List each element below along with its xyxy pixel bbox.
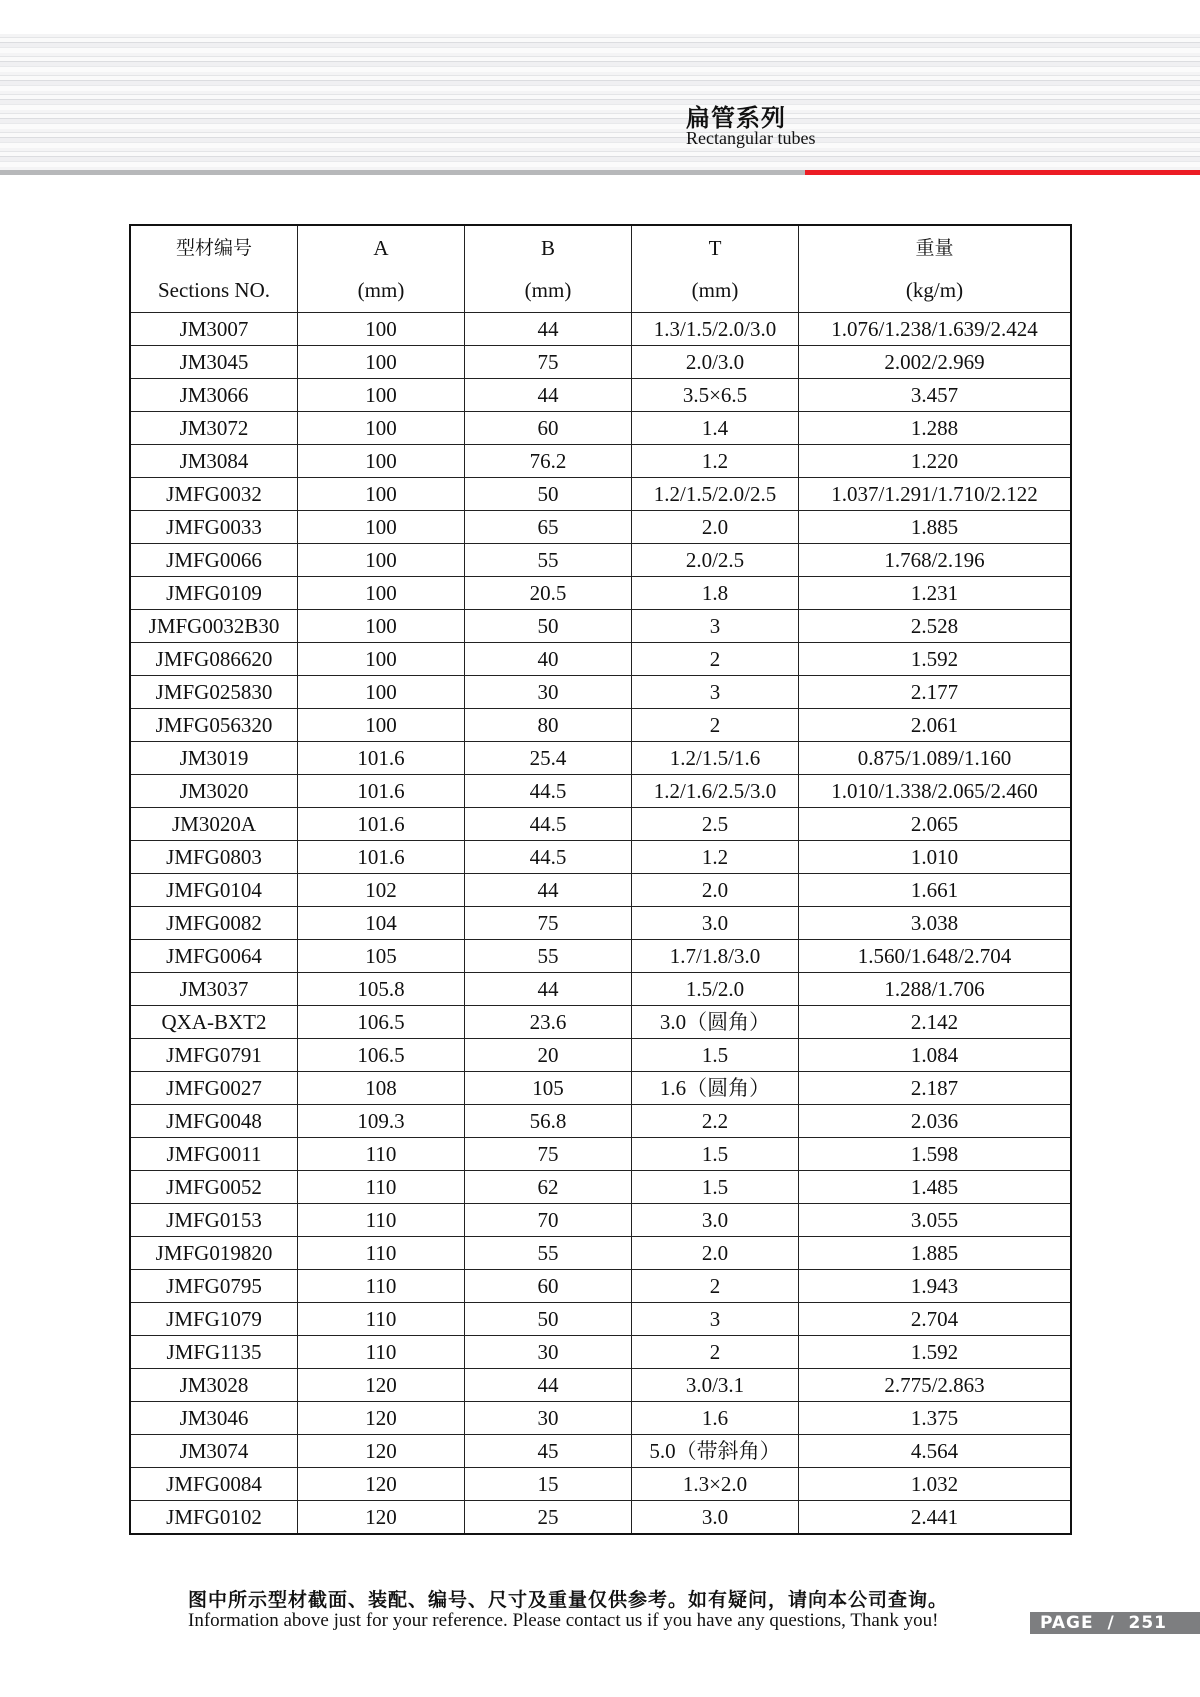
page-title-en: Rectangular tubes	[686, 128, 816, 148]
cell-weight: 2.002/2.969	[799, 346, 1072, 379]
table-row	[130, 577, 1071, 610]
cell-a: 110	[298, 1336, 465, 1369]
table-row	[130, 511, 1071, 544]
cell-section-no: JM3028	[130, 1369, 298, 1402]
header-divider-gray	[0, 170, 806, 175]
cell-a: 100	[298, 346, 465, 379]
cell-section-no: JMFG0048	[130, 1105, 298, 1138]
cell-t: 3.0	[632, 1204, 799, 1237]
cell-b: 75	[465, 346, 632, 379]
cell-a: 106.5	[298, 1039, 465, 1072]
cell-b: 44	[465, 874, 632, 907]
cell-section-no: JMFG0109	[130, 577, 298, 610]
cell-a: 100	[298, 544, 465, 577]
table-row	[130, 1105, 1071, 1138]
cell-b: 62	[465, 1171, 632, 1204]
cell-t: 3	[632, 610, 799, 643]
cell-a: 100	[298, 610, 465, 643]
cell-b: 80	[465, 709, 632, 742]
column-header-section-no: 型材编号 Sections NO.	[130, 225, 298, 313]
cell-weight: 1.885	[799, 511, 1072, 544]
column-header-b: B (mm)	[465, 225, 632, 313]
table-row	[130, 412, 1071, 445]
cell-a: 101.6	[298, 742, 465, 775]
cell-t: 1.2/1.5/2.0/2.5	[632, 478, 799, 511]
cell-b: 45	[465, 1435, 632, 1468]
cell-section-no: JMFG0032	[130, 478, 298, 511]
table-row	[130, 379, 1071, 412]
table-row	[130, 643, 1071, 676]
page-number-label: PAGE / 251	[1040, 1613, 1167, 1633]
cell-t: 1.5	[632, 1171, 799, 1204]
cell-b: 44	[465, 1369, 632, 1402]
table-row	[130, 1435, 1071, 1468]
cell-b: 50	[465, 610, 632, 643]
cell-t: 1.8	[632, 577, 799, 610]
cell-a: 120	[298, 1468, 465, 1501]
cell-t: 1.2	[632, 841, 799, 874]
cell-b: 20.5	[465, 577, 632, 610]
cell-a: 100	[298, 511, 465, 544]
cell-a: 110	[298, 1237, 465, 1270]
table-row	[130, 1402, 1071, 1435]
cell-section-no: JMFG0803	[130, 841, 298, 874]
cell-t: 5.0（带斜角）	[632, 1435, 799, 1468]
cell-weight: 1.943	[799, 1270, 1072, 1303]
cell-weight: 4.564	[799, 1435, 1072, 1468]
cell-t: 1.5/2.0	[632, 973, 799, 1006]
cell-weight: 1.076/1.238/1.639/2.424	[799, 313, 1072, 346]
cell-a: 100	[298, 478, 465, 511]
cell-weight: 2.775/2.863	[799, 1369, 1072, 1402]
cell-weight: 1.032	[799, 1468, 1072, 1501]
footer-note-en: Information above just for your reference. Please contact us if you have any questions, Thank you!	[188, 1610, 939, 1631]
cell-b: 50	[465, 478, 632, 511]
table-row	[130, 1006, 1071, 1039]
cell-b: 55	[465, 544, 632, 577]
cell-t: 2.2	[632, 1105, 799, 1138]
cell-b: 60	[465, 412, 632, 445]
cell-section-no: JMFG0082	[130, 907, 298, 940]
table-row	[130, 346, 1071, 379]
table-row	[130, 313, 1071, 346]
cell-section-no: JM3074	[130, 1435, 298, 1468]
cell-section-no: JMFG056320	[130, 709, 298, 742]
table-row	[130, 808, 1071, 841]
table-row	[130, 1138, 1071, 1171]
cell-t: 2.0	[632, 874, 799, 907]
cell-weight: 1.084	[799, 1039, 1072, 1072]
table-row	[130, 907, 1071, 940]
cell-section-no: JM3072	[130, 412, 298, 445]
cell-weight: 1.560/1.648/2.704	[799, 940, 1072, 973]
cell-b: 30	[465, 1402, 632, 1435]
cell-b: 44	[465, 313, 632, 346]
cell-weight: 2.704	[799, 1303, 1072, 1336]
cell-t: 2.0/3.0	[632, 346, 799, 379]
cell-a: 120	[298, 1501, 465, 1535]
cell-weight: 1.288	[799, 412, 1072, 445]
cell-a: 110	[298, 1171, 465, 1204]
cell-section-no: JMFG0064	[130, 940, 298, 973]
cell-section-no: JM3020A	[130, 808, 298, 841]
cell-section-no: JMFG025830	[130, 676, 298, 709]
cell-a: 100	[298, 313, 465, 346]
cell-section-no: JMFG086620	[130, 643, 298, 676]
cell-t: 1.5	[632, 1039, 799, 1072]
cell-a: 105	[298, 940, 465, 973]
cell-b: 75	[465, 907, 632, 940]
cell-weight: 1.592	[799, 643, 1072, 676]
cell-t: 2.0/2.5	[632, 544, 799, 577]
cell-t: 1.4	[632, 412, 799, 445]
cell-b: 40	[465, 643, 632, 676]
table-row	[130, 1171, 1071, 1204]
cell-a: 110	[298, 1138, 465, 1171]
cell-section-no: JM3037	[130, 973, 298, 1006]
table-row	[130, 1204, 1071, 1237]
cell-weight: 1.037/1.291/1.710/2.122	[799, 478, 1072, 511]
table-row	[130, 1237, 1071, 1270]
cell-section-no: JM3066	[130, 379, 298, 412]
cell-section-no: JMFG0066	[130, 544, 298, 577]
cell-weight: 1.010	[799, 841, 1072, 874]
table-row	[130, 1468, 1071, 1501]
table-header-row	[130, 225, 1071, 313]
cell-weight: 1.010/1.338/2.065/2.460	[799, 775, 1072, 808]
cell-b: 105	[465, 1072, 632, 1105]
cell-section-no: JM3019	[130, 742, 298, 775]
cell-t: 3	[632, 676, 799, 709]
cell-t: 2.5	[632, 808, 799, 841]
cell-weight: 2.177	[799, 676, 1072, 709]
cell-weight: 1.375	[799, 1402, 1072, 1435]
cell-a: 100	[298, 709, 465, 742]
cell-t: 1.2/1.6/2.5/3.0	[632, 775, 799, 808]
cell-weight: 1.485	[799, 1171, 1072, 1204]
cell-b: 30	[465, 676, 632, 709]
cell-t: 3.0（圆角）	[632, 1006, 799, 1039]
column-header-a: A (mm)	[298, 225, 465, 313]
cell-weight: 1.885	[799, 1237, 1072, 1270]
cell-a: 101.6	[298, 841, 465, 874]
cell-b: 15	[465, 1468, 632, 1501]
cell-b: 44.5	[465, 808, 632, 841]
cell-section-no: JMFG1135	[130, 1336, 298, 1369]
cell-a: 120	[298, 1402, 465, 1435]
cell-t: 1.2/1.5/1.6	[632, 742, 799, 775]
cell-a: 120	[298, 1369, 465, 1402]
cell-t: 2.0	[632, 1237, 799, 1270]
cell-weight: 3.038	[799, 907, 1072, 940]
page-title-zh: 扁管系列	[686, 104, 786, 132]
cell-a: 108	[298, 1072, 465, 1105]
table-row	[130, 1270, 1071, 1303]
cell-a: 100	[298, 379, 465, 412]
cell-b: 75	[465, 1138, 632, 1171]
cell-section-no: JMFG0153	[130, 1204, 298, 1237]
cell-b: 44.5	[465, 775, 632, 808]
cell-b: 23.6	[465, 1006, 632, 1039]
table-row	[130, 1039, 1071, 1072]
cell-section-no: JMFG0102	[130, 1501, 298, 1535]
cell-section-no: JMFG019820	[130, 1237, 298, 1270]
cell-t: 1.2	[632, 445, 799, 478]
cell-section-no: JMFG0011	[130, 1138, 298, 1171]
table-row	[130, 742, 1071, 775]
cell-a: 100	[298, 643, 465, 676]
cell-b: 65	[465, 511, 632, 544]
cell-t: 2	[632, 709, 799, 742]
cell-t: 2	[632, 643, 799, 676]
cell-section-no: JM3045	[130, 346, 298, 379]
table-row	[130, 445, 1071, 478]
cell-section-no: JM3007	[130, 313, 298, 346]
cell-a: 100	[298, 577, 465, 610]
table-body	[130, 313, 1071, 1535]
cell-a: 101.6	[298, 775, 465, 808]
cell-b: 76.2	[465, 445, 632, 478]
cell-t: 3.5×6.5	[632, 379, 799, 412]
table-row	[130, 709, 1071, 742]
cell-a: 109.3	[298, 1105, 465, 1138]
cell-section-no: JMFG1079	[130, 1303, 298, 1336]
cell-section-no: JMFG0791	[130, 1039, 298, 1072]
cell-a: 120	[298, 1435, 465, 1468]
cell-t: 3.0	[632, 907, 799, 940]
table-row	[130, 478, 1071, 511]
cell-weight: 1.661	[799, 874, 1072, 907]
cell-weight: 1.768/2.196	[799, 544, 1072, 577]
table-row	[130, 841, 1071, 874]
page-number-badge	[1030, 1612, 1200, 1634]
cell-a: 102	[298, 874, 465, 907]
cell-b: 60	[465, 1270, 632, 1303]
cell-weight: 3.055	[799, 1204, 1072, 1237]
cell-a: 110	[298, 1204, 465, 1237]
cell-section-no: JMFG0033	[130, 511, 298, 544]
cell-b: 25	[465, 1501, 632, 1535]
cell-weight: 1.231	[799, 577, 1072, 610]
table-row	[130, 775, 1071, 808]
cell-t: 3	[632, 1303, 799, 1336]
cell-a: 105.8	[298, 973, 465, 1006]
cell-a: 100	[298, 412, 465, 445]
cell-weight: 2.061	[799, 709, 1072, 742]
cell-section-no: JMFG0084	[130, 1468, 298, 1501]
cell-section-no: JMFG0052	[130, 1171, 298, 1204]
cell-section-no: QXA-BXT2	[130, 1006, 298, 1039]
cell-a: 100	[298, 445, 465, 478]
table-row	[130, 1336, 1071, 1369]
cell-a: 101.6	[298, 808, 465, 841]
cell-section-no: JM3020	[130, 775, 298, 808]
cell-a: 106.5	[298, 1006, 465, 1039]
cell-weight: 2.441	[799, 1501, 1072, 1535]
cell-a: 100	[298, 676, 465, 709]
cell-a: 110	[298, 1303, 465, 1336]
cell-section-no: JMFG0104	[130, 874, 298, 907]
cell-weight: 2.187	[799, 1072, 1072, 1105]
table-row	[130, 940, 1071, 973]
table-row	[130, 544, 1071, 577]
cell-weight: 2.065	[799, 808, 1072, 841]
cell-t: 3.0	[632, 1501, 799, 1535]
cell-t: 1.6	[632, 1402, 799, 1435]
cell-weight: 1.288/1.706	[799, 973, 1072, 1006]
column-header-weight: 重量 (kg/m)	[799, 225, 1072, 313]
cell-t: 1.3×2.0	[632, 1468, 799, 1501]
table-row	[130, 1072, 1071, 1105]
cell-weight: 1.598	[799, 1138, 1072, 1171]
table-row	[130, 1303, 1071, 1336]
table-row	[130, 874, 1071, 907]
cell-weight: 1.592	[799, 1336, 1072, 1369]
cell-b: 55	[465, 940, 632, 973]
cell-t: 2	[632, 1270, 799, 1303]
header-banner	[0, 34, 1200, 172]
table-row	[130, 610, 1071, 643]
cell-b: 50	[465, 1303, 632, 1336]
table-row	[130, 1501, 1071, 1535]
cell-b: 55	[465, 1237, 632, 1270]
cell-t: 3.0/3.1	[632, 1369, 799, 1402]
cell-t: 1.6（圆角）	[632, 1072, 799, 1105]
footer-note-zh: 图中所示型材截面、装配、编号、尺寸及重量仅供参考。如有疑问，请向本公司查询。	[188, 1589, 949, 1611]
cell-section-no: JMFG0795	[130, 1270, 298, 1303]
cell-weight: 1.220	[799, 445, 1072, 478]
cell-t: 2.0	[632, 511, 799, 544]
cell-b: 44.5	[465, 841, 632, 874]
table-row	[130, 676, 1071, 709]
cell-a: 110	[298, 1270, 465, 1303]
table-row	[130, 1369, 1071, 1402]
spec-table	[129, 224, 1072, 1535]
cell-weight: 2.036	[799, 1105, 1072, 1138]
cell-section-no: JMFG0027	[130, 1072, 298, 1105]
cell-t: 1.7/1.8/3.0	[632, 940, 799, 973]
column-header-t: T (mm)	[632, 225, 799, 313]
cell-weight: 3.457	[799, 379, 1072, 412]
cell-b: 70	[465, 1204, 632, 1237]
cell-b: 44	[465, 973, 632, 1006]
cell-section-no: JMFG0032B30	[130, 610, 298, 643]
cell-b: 56.8	[465, 1105, 632, 1138]
cell-weight: 0.875/1.089/1.160	[799, 742, 1072, 775]
cell-section-no: JM3046	[130, 1402, 298, 1435]
table-row	[130, 973, 1071, 1006]
cell-section-no: JM3084	[130, 445, 298, 478]
cell-t: 1.3/1.5/2.0/3.0	[632, 313, 799, 346]
cell-a: 104	[298, 907, 465, 940]
header-divider-red	[805, 170, 1200, 175]
cell-t: 1.5	[632, 1138, 799, 1171]
cell-weight: 2.528	[799, 610, 1072, 643]
cell-b: 25.4	[465, 742, 632, 775]
cell-b: 44	[465, 379, 632, 412]
cell-t: 2	[632, 1336, 799, 1369]
cell-b: 20	[465, 1039, 632, 1072]
cell-weight: 2.142	[799, 1006, 1072, 1039]
cell-b: 30	[465, 1336, 632, 1369]
